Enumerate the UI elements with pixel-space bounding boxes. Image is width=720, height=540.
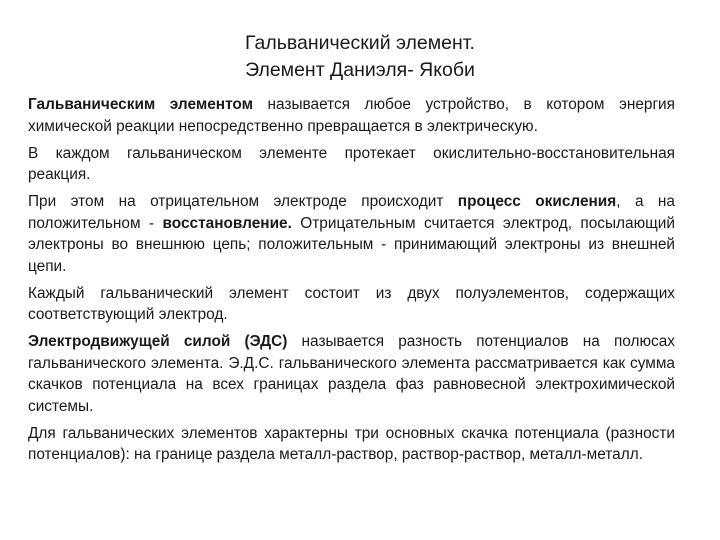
paragraph-half-cells bbox=[28, 283, 675, 326]
title-line-1: Гальванический элемент. bbox=[245, 32, 475, 54]
redox-text: В каждом гальваническом элементе протекает окислительно-восстановительная реакция. bbox=[28, 144, 675, 183]
term-galvanic-element: Гальваническим элементом bbox=[28, 96, 253, 113]
electrodes-text-3: Отрицательным считается электрод, посылающий электроны во внешнюю цепь; положительным - принимающий электроны из внешней цепи. bbox=[28, 214, 675, 275]
electrodes-text-2: , а на положительном - bbox=[28, 193, 675, 232]
slide-body bbox=[28, 94, 675, 466]
paragraph-emf bbox=[28, 331, 675, 417]
term-oxidation: процесс окисления bbox=[457, 193, 617, 210]
term-reduction: восстановление. bbox=[162, 214, 292, 232]
emf-text: называется разность потенциалов на полюсах гальванического элемента. Э.Д.С. гальванического элемента рассматривается как сумма скачков потенциала на всех границах раздела фаз равновесной электрохимической системы. bbox=[28, 333, 675, 415]
title-line-2: Элемент Даниэля- Якоби bbox=[245, 59, 475, 81]
electrodes-text-1: При этом на отрицательном электроде происходит bbox=[28, 193, 458, 210]
term-emf: Электродвижущей силой (ЭДС) bbox=[28, 333, 288, 350]
paragraph-definition bbox=[28, 94, 675, 137]
definition-text: называется любое устройство, в котором энергия химической реакции непосредственно превращается в электрическую. bbox=[28, 96, 675, 135]
paragraph-redox bbox=[28, 143, 675, 186]
paragraph-potential-jumps bbox=[28, 423, 675, 466]
potential-jumps-text: Для гальванических элементов характерны три основных скачка потенциала (разности потенциалов): на границе раздела металл-раствор, раствор-раствор, металл-металл. bbox=[28, 424, 675, 463]
half-cells-text: Каждый гальванический элемент состоит из двух полуэлементов, содержащих соответствующий электрод. bbox=[28, 284, 675, 323]
slide-title bbox=[0, 30, 720, 84]
paragraph-electrodes bbox=[28, 191, 675, 277]
